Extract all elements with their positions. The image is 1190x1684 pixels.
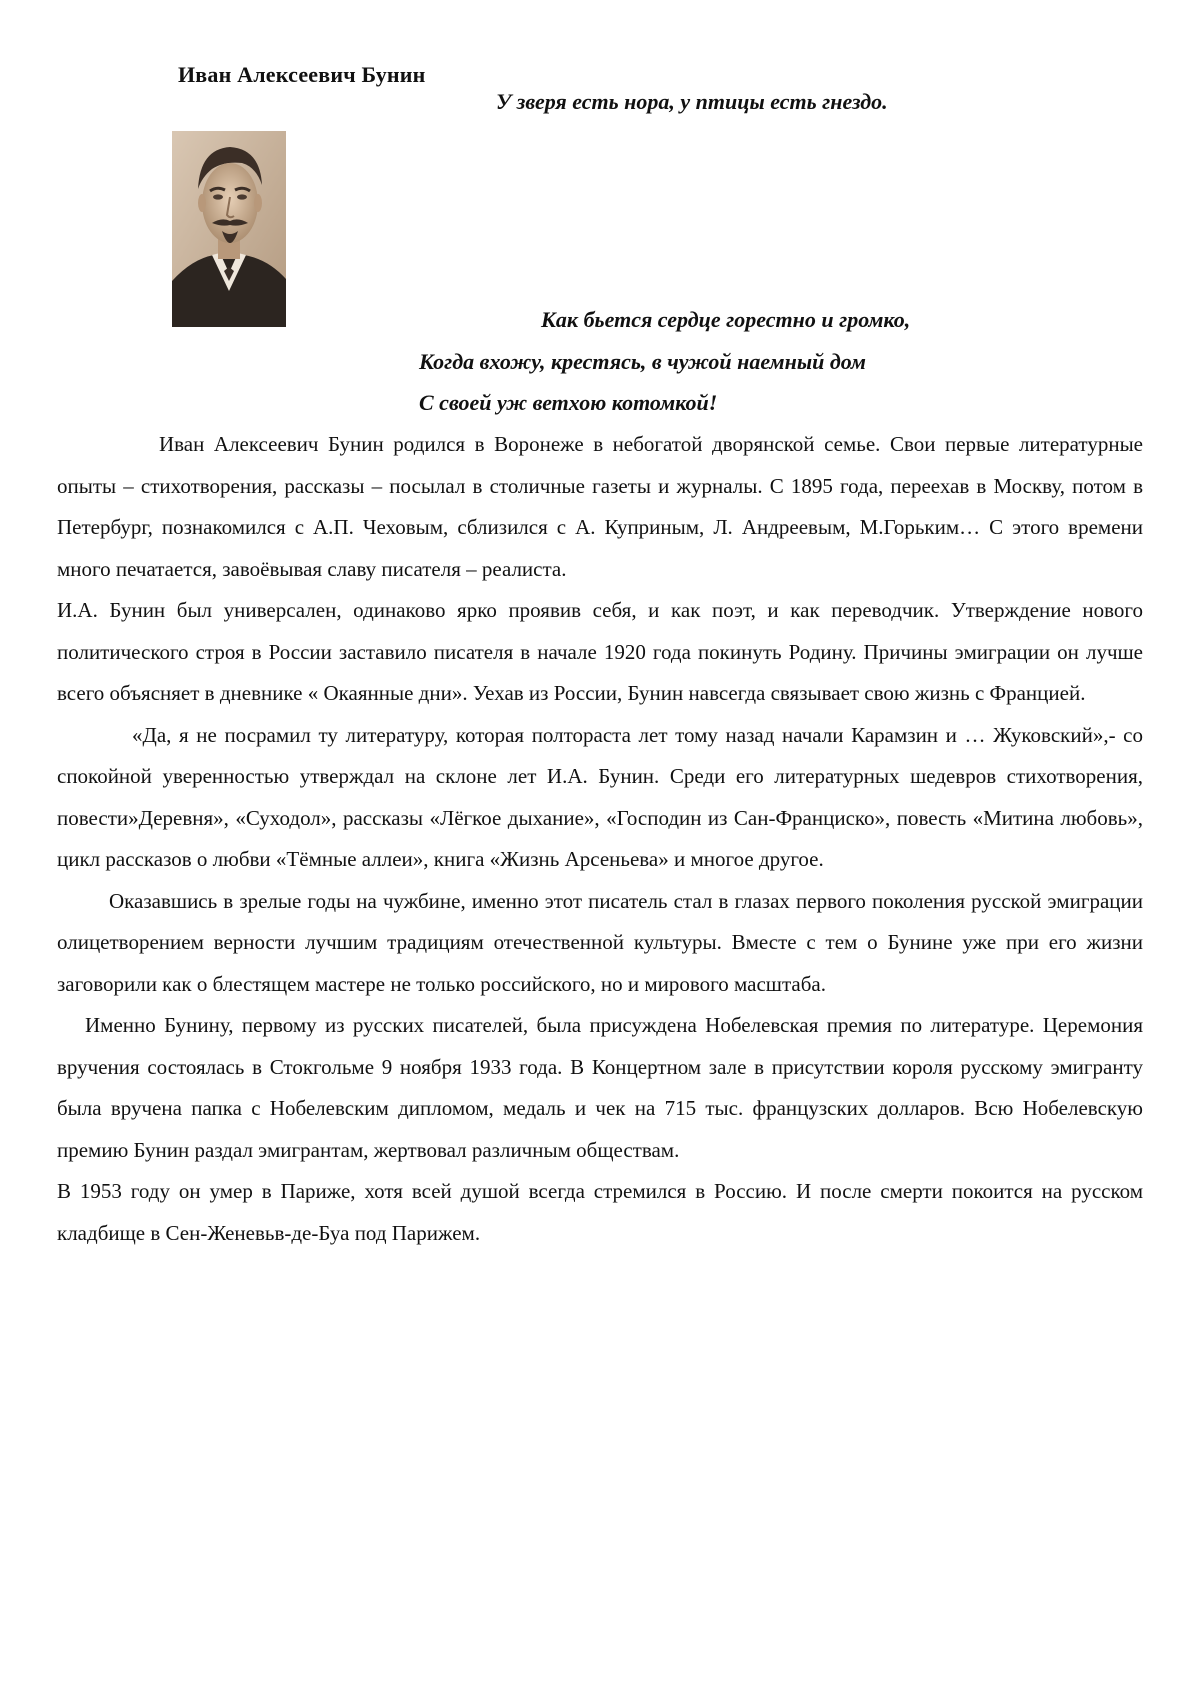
poem-line: С своей уж ветхою котомкой! <box>419 390 718 415</box>
paragraph: И.А. Бунин был универсален, одинаково ярко проявив себя, и как поэт, и как переводчик. Утверждение нового политического строя в России заставило писателя в начале 1920 года покинуть Родину. Причины эмиграции он лучше всего объясняет в дневнике « Окаянные дни». Уехав из России, Бунин навсегда связывает свою жизнь с Францией. <box>57 598 1143 705</box>
paragraph: Иван Алексеевич Бунин родился в Воронеже в небогатой дворянской семье. Свои первые литературные опыты – стихотворения, рассказы – посылал в столичные газеты и журналы. С 1895 года, переехав в Москву, потом в Петербург, познакомился с А.П. Чеховым, сблизился с А. Куприным, Л. Андреевым, М.Горьким… С этого времени много печатается, завоёвывая славу писателя – реалиста. <box>57 432 1143 581</box>
page-title: Иван Алексеевич Бунин <box>178 62 426 87</box>
poem-line: Когда вхожу, крестясь, в чужой наемный дом <box>419 349 866 374</box>
epigraph: У зверя есть нора, у птицы есть гнездо. <box>496 89 888 114</box>
paragraph: Оказавшись в зрелые годы на чужбине, именно этот писатель стал в глазах первого поколения русской эмиграции олицетворением верности лучшим традициям отечественной культуры. Вместе с тем о Бунине уже при его жизни заговорили как о блестящем мастере не только российского, но и мирового масштаба. <box>57 888 1143 996</box>
portrait-photo <box>172 131 286 327</box>
paragraph: В 1953 году он умер в Париже, хотя всей душой всегда стремился в Россию. И после смерти покоится на русском кладбище в Сен-Женевьв-де-Буа под Парижем. <box>57 1179 1143 1245</box>
paragraph: «Да, я не посрамил ту литературу, которая полтораста лет тому назад начали Карамзин и … Жуковский»,- со спокойной уверенностью утверждал на склоне лет И.А. Бунин. Среди его литературных шедевров стихотворения, повести»Деревня», «Суходол», рассказы «Лёгкое дыхание», «Господин из Сан-Франциско», повесть «Митина любовь», цикл рассказов о любви «Тёмные аллеи», книга «Жизнь Арсеньева» и многое другое. <box>57 722 1143 871</box>
article-body <box>57 424 1143 1254</box>
poem-line: Как бьется сердце горестно и громко, <box>541 307 911 332</box>
bunin-portrait-icon <box>172 131 286 327</box>
paragraph: Именно Бунину, первому из русских писателей, была присуждена Нобелевская премия по литературе. Церемония вручения состоялась в Стокгольме 9 ноября 1933 года. В Концертном зале в присутствии короля русскому эмигранту была вручена папка с Нобелевским дипломом, медаль и чек на 715 тыс. французских долларов. Всю Нобелевскую премию Бунин раздал эмигрантам, жертвовал различным обществам. <box>57 1013 1143 1162</box>
